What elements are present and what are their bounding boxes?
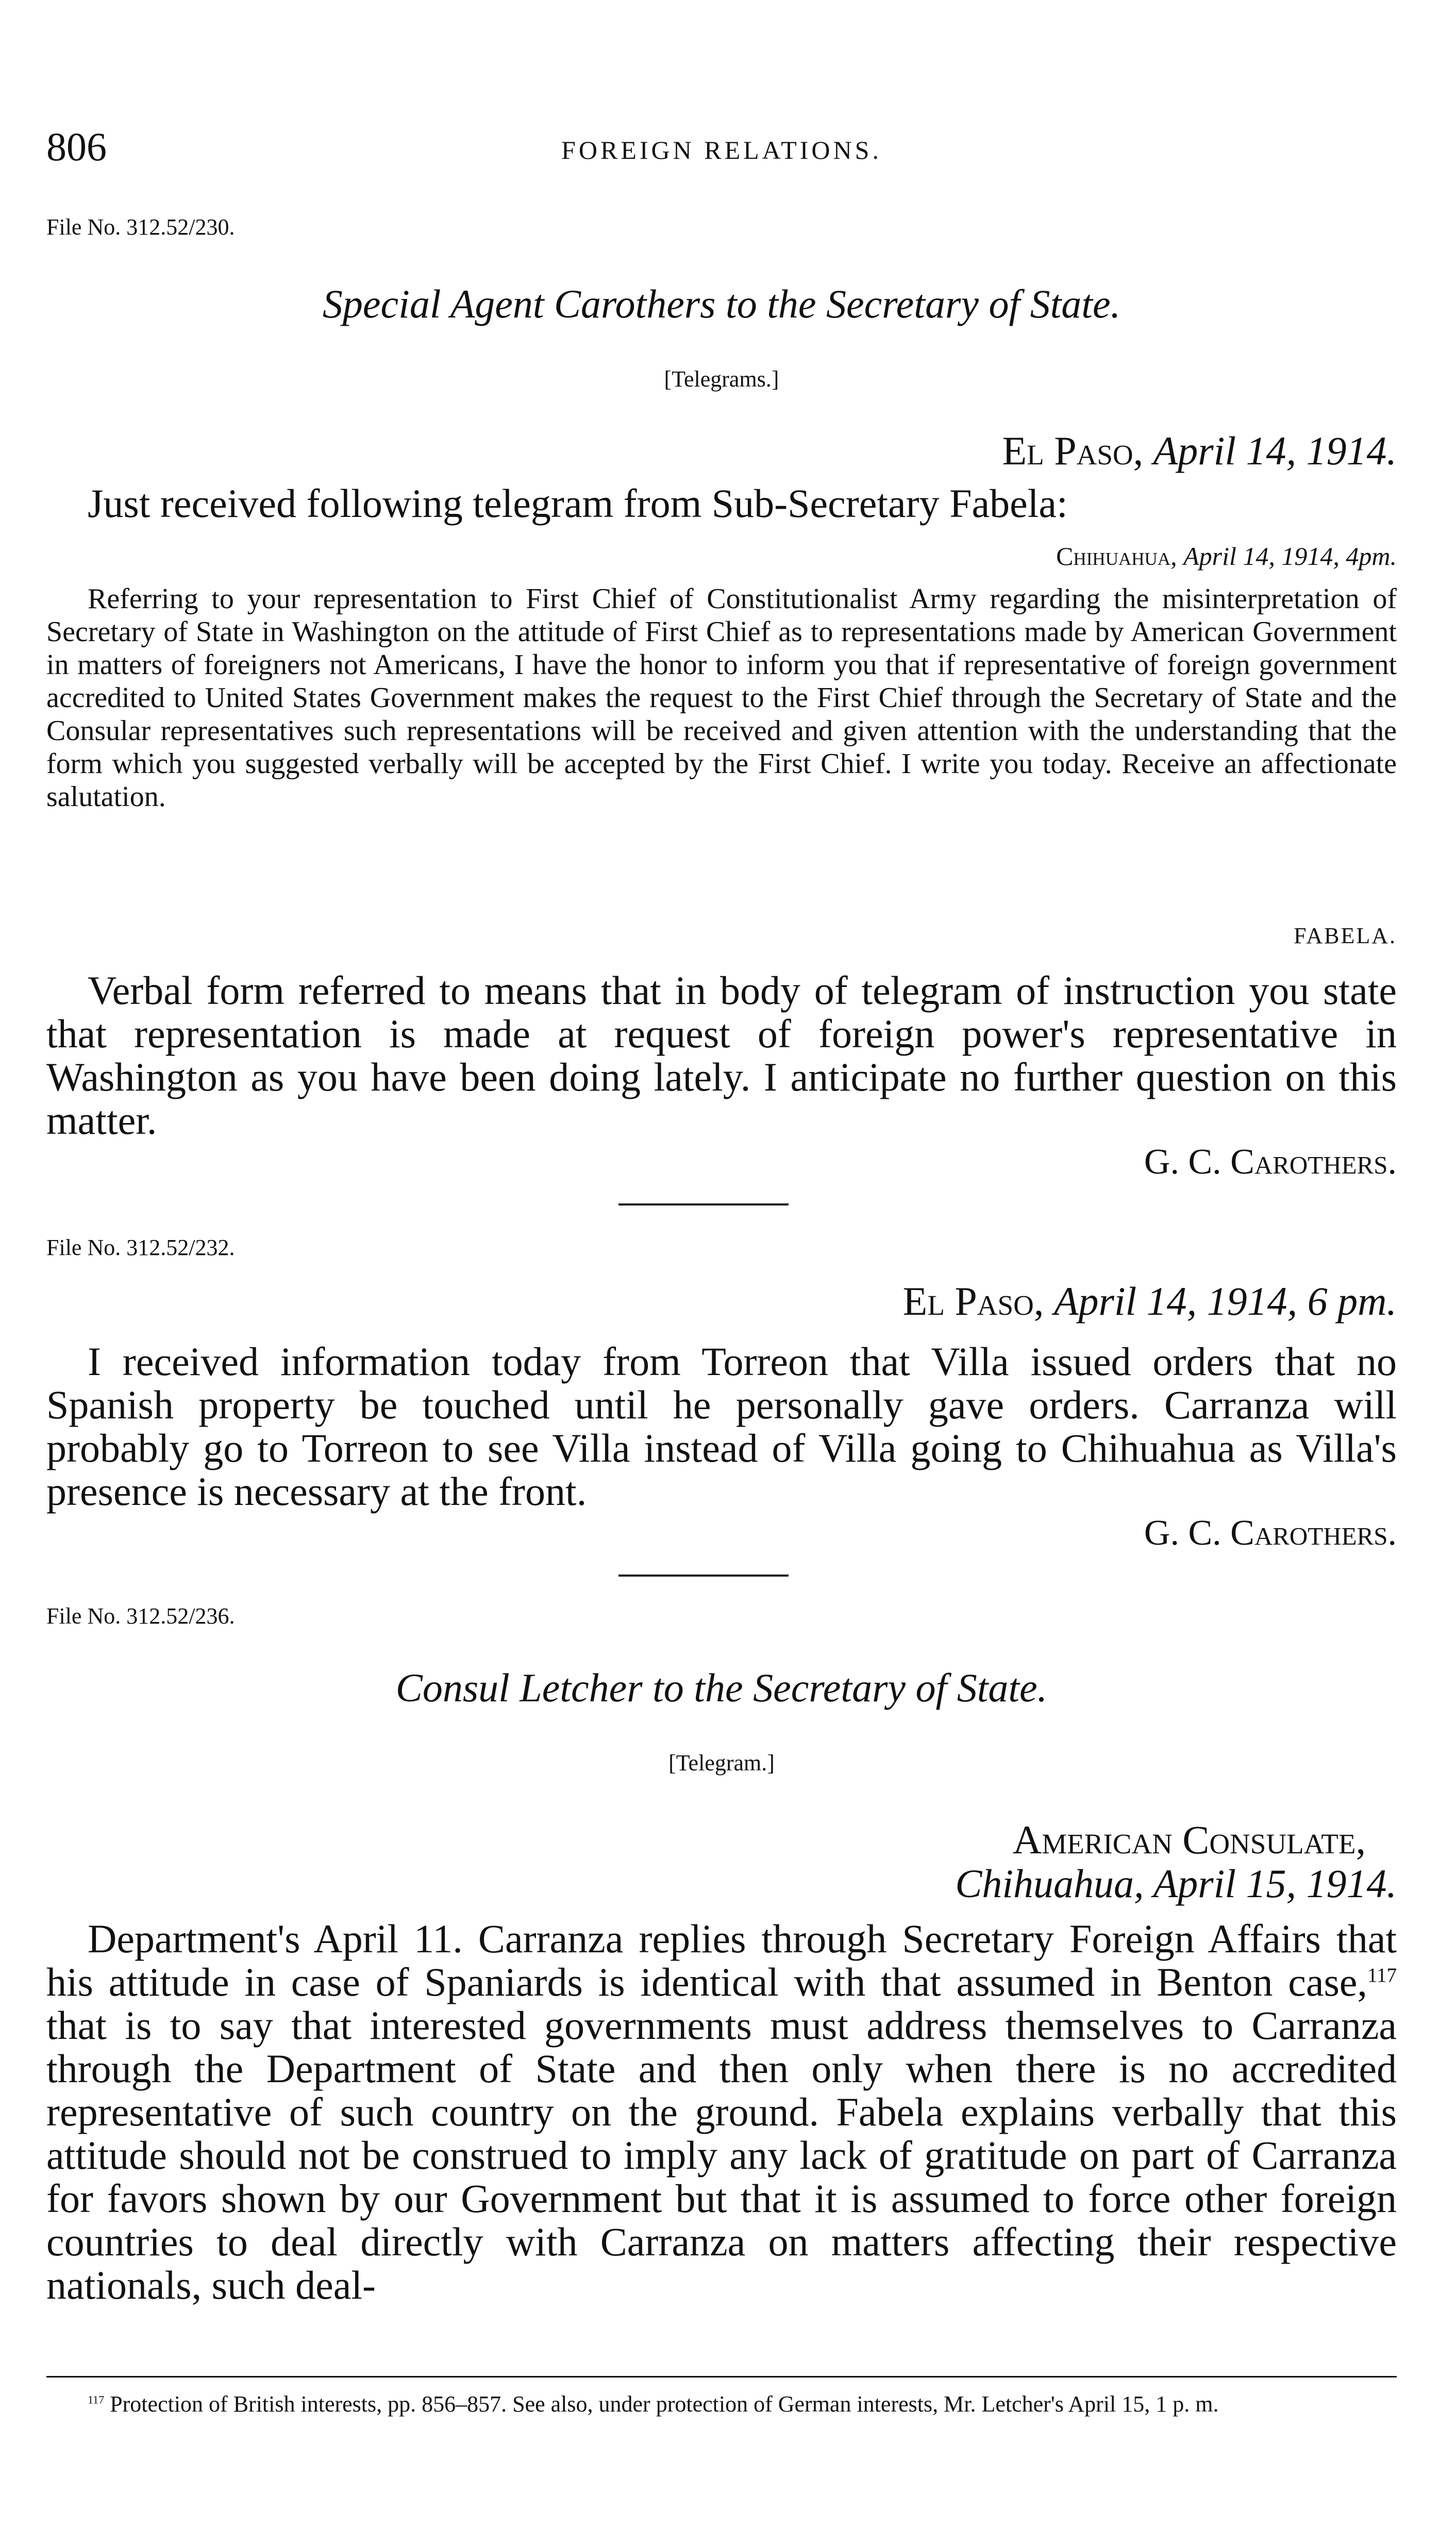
- footnote: [46, 2391, 1397, 2417]
- file-number-1: File No. 312.52/230.: [46, 214, 235, 240]
- inner-dateline: [1056, 541, 1397, 571]
- quoted-telegram: Referring to your representation to First Chief of Constitutionalist Army regarding the misinterpretation of Secretary of State in Washington on the attitude of First Chief as to representations made by American Government in matters of foreigners not Americans, I have the honor to inform you that if representative of foreign government accredited to United States Government makes the request to the First Chief through the Secretary of State and the Consular representatives such representations will be received and given attention with the understanding that the form which you suggested verbally will be accepted by the First Chief. I write you today. Receive an affectionate salutation.: [46, 583, 1397, 813]
- body-letcher-part2: that is to say that interested governments must address themselves to Carranza through the Department of State and then only when there is no accredited representative of such country on the ground. Fabela explains verbally that this attitude should not be construed to imply any lack of gratitude on part of Carranza for favors shown by our Government but that it is assumed to force other foreign countries to deal directly with Carranza on matters affecting their respective nationals, such deal-: [46, 2003, 1397, 2307]
- footnote-number: 117: [88, 2393, 105, 2406]
- signature-2: G. C. Carothers.: [1144, 1513, 1397, 1553]
- signature-1: G. C. Carothers.: [1144, 1142, 1397, 1182]
- heading-carothers: Special Agent Carothers to the Secretary of State.: [322, 281, 1121, 326]
- footnote-text: Protection of British interests, pp. 856–857. See also, under protection of German interests, Mr. Letcher's April 15, 1 p. m.: [104, 2391, 1219, 2417]
- inner-dateline-place: Chihuahua,: [1056, 542, 1177, 571]
- quoted-signature: FABELA.: [1294, 923, 1397, 948]
- dateline-3-line1: American Consulate,: [1012, 1817, 1366, 1862]
- page-number: 806: [46, 124, 107, 169]
- heading-letcher: Consul Letcher to the Secretary of State.: [395, 1665, 1048, 1710]
- running-title: FOREIGN RELATIONS.: [561, 136, 882, 164]
- file-number-2: File No. 312.52/232.: [46, 1235, 235, 1260]
- telegram-note-1: [Telegrams.]: [664, 366, 779, 392]
- body-letcher: [46, 1917, 1397, 2307]
- section-divider-2: [618, 1575, 789, 1577]
- body-carothers-2: I received information today from Torreon that Villa issued orders that no Spanish property be touched until he personally gave orders. Carranza will probably go to Torreon to see Villa instead of Villa going to Chihuahua as Villa's presence is necessary at the front.: [46, 1339, 1397, 1514]
- dateline-2: [903, 1278, 1397, 1325]
- section-divider-1: [618, 1203, 789, 1206]
- telegram-note-2: [Telegram.]: [668, 1750, 775, 1776]
- dateline-3-line2: [955, 1861, 1397, 1907]
- dateline-1: [1002, 428, 1397, 474]
- document-page: [46, 0, 1397, 2528]
- intro-text: Just received following telegram from Sub-Secretary Fabela:: [88, 481, 1068, 526]
- dateline-2-date: April 14, 1914, 6 pm.: [1053, 1279, 1397, 1324]
- dateline-3-date: April 15, 1914.: [1153, 1861, 1397, 1906]
- dateline-3-place: Chihuahua,: [955, 1861, 1144, 1906]
- file-number-3: File No. 312.52/236.: [46, 1603, 235, 1629]
- dateline-place: El Paso,: [1002, 428, 1144, 473]
- footnote-ref: 117: [1367, 1964, 1397, 1986]
- dateline-date: April 14, 1914.: [1153, 428, 1397, 473]
- body-carothers-1: Verbal form referred to means that in body of telegram of instruction you state that representation is made at request of foreign power's representative in Washington as you have been doing lately. I anticipate no further question on this matter.: [46, 968, 1397, 1143]
- dateline-2-place: El Paso,: [902, 1279, 1044, 1324]
- footnote-rule: [46, 2376, 1397, 2378]
- inner-dateline-date: April 14, 1914, 4pm.: [1183, 542, 1397, 571]
- body-letcher-part1: Department's April 11. Carranza replies through Secretary Foreign Affairs that his attitude in case of Spaniards is identical with that assumed in Benton case,: [46, 1916, 1397, 2004]
